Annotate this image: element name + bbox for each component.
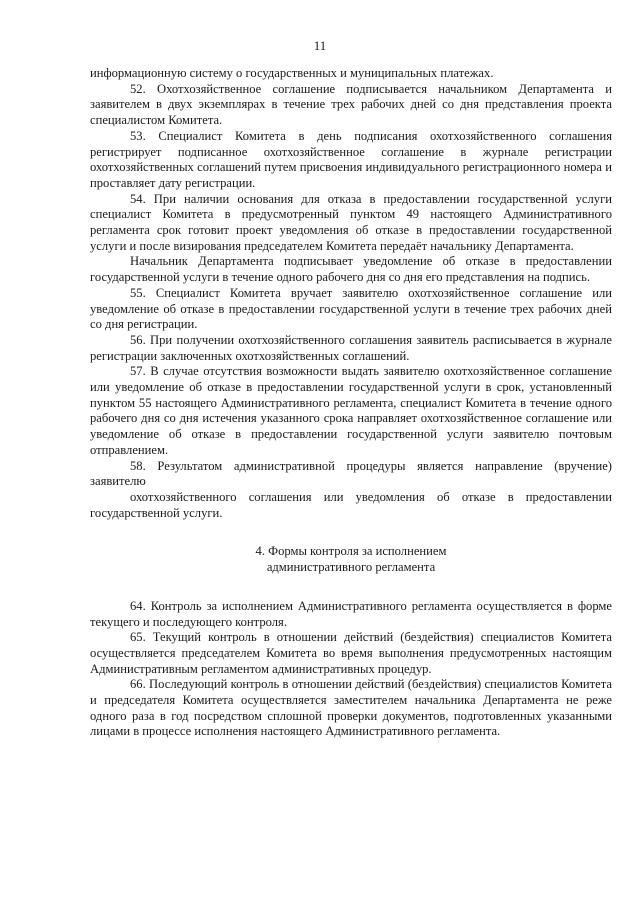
paragraph-continuation: информационную систему о государственных и муниципальных платежах.: [90, 66, 494, 80]
page-number: 11: [313, 38, 327, 53]
paragraph-57: 57. В случае отсутствия возможности выдать заявителю охотхозяйственное соглашение или уведомление об отказе в предоставлении государственной услуги в срок, установленный пунктом 55 настоящего Административного регламента, специалист Комитета в течение одного рабочего дня со дня истечения указанного срока направляет охотхозяйственное соглашение или уведомление об отказе в предоставлении государственной услуги заявителю почтовым отправлением.: [90, 364, 612, 457]
paragraph-53: 53. Специалист Комитета в день подписания охотхозяйственного соглашения регистрирует подписанное охотхозяйственное соглашение в журнале регистрации охотхозяйственных соглашений путем присвоения индивидуального регистрационного номера и проставляет дату регистрации.: [90, 128, 612, 190]
paragraph-66: 66. Последующий контроль в отношении действий (бездействия) специалистов Комитета и председателя Комитета осуществляется заместителем начальника Департамента не реже одного раза в год посредством сплошной проверки документов, подготовленных указанными лицами в процессе исполнения настоящего Административного регламента.: [90, 677, 612, 739]
document-body: [90, 66, 612, 740]
paragraph-54: 54. При наличии основания для отказа в предоставлении государственной услуги специалист Комитета в предусмотренный пунктом 49 настоящего Административного регламента срок готовит проект уведомления об отказе в предоставлении государственной услуги и после визирования председателем Комитета передаёт начальнику Департамента.: [90, 191, 612, 253]
paragraph-64: 64. Контроль за исполнением Административного регламента осуществляется в форме текущего и последующего контроля.: [90, 598, 612, 629]
paragraph-54-refusal-signing: Начальник Департамента подписывает уведомление об отказе в предоставлении государственной услуги в течение одного рабочего дня со дня его представления на подпись.: [90, 254, 612, 285]
section-heading-line-1: 4. Формы контроля за исполнением: [255, 544, 447, 559]
section-heading: [90, 544, 612, 575]
paragraph-65: 65. Текущий контроль в отношении действий (бездействия) специалистов Комитета осуществляется председателем Комитета во время выполнения предусмотренных настоящим Административным регламентом административных процедур.: [90, 630, 612, 676]
paragraph-58-continuation: охотхозяйственного соглашения или уведомления об отказе в предоставлении государственной услуги.: [90, 489, 612, 520]
paragraph-58: 58. Результатом административной процедуры является направление (вручение) заявителю: [90, 458, 612, 489]
section-heading-line-2: административного регламента: [266, 560, 436, 575]
paragraph-56: 56. При получении охотхозяйственного соглашения заявитель расписывается в журнале регистрации заключенных охотхозяйственных соглашений.: [90, 332, 612, 363]
paragraph-55: 55. Специалист Комитета вручает заявителю охотхозяйственное соглашение или уведомление об отказе в предоставлении государственной услуги в течение трех рабочих дней со дня регистрации.: [90, 285, 612, 332]
paragraph-52: 52. Охотхозяйственное соглашение подписывается начальником Департамента и заявителем в двух экземплярах в течение трех рабочих дней со дня представления проекта специалистом Комитета.: [90, 81, 612, 128]
